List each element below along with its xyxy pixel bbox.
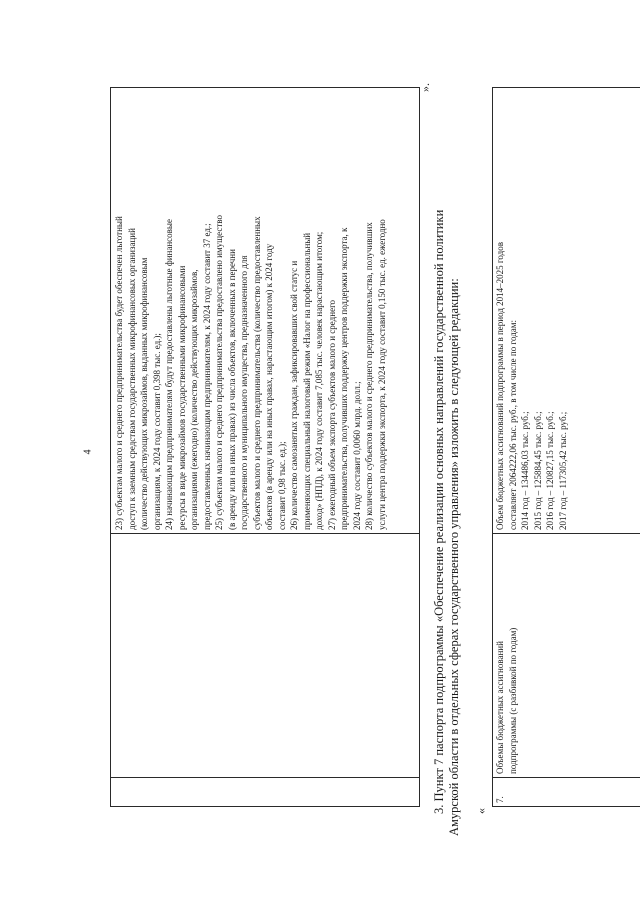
indicator-line: 23) субъектам малого и среднего предпринимательства будет обеспечен льготный [114,216,124,530]
page-number: 4 [82,449,94,455]
row-number: 7. [493,778,640,807]
indicator-line: субъектов малого и среднего предпринимательства (количество предоставленных [251,216,262,530]
row-value [493,88,640,534]
label-cell [111,534,420,778]
value-line: 2015 год – 125884,45 тыс. руб.; [532,411,543,530]
indicator-line: 27) ежегодный объем экспорта субъектов малого и среднего [326,299,337,530]
number-cell [111,778,420,807]
indicator-line: объектов (в аренду или на иных правах, нарастающим итогом) к 2024 году [264,243,274,530]
indicator-line: государственного и муниципального имущества, предназначенного для [239,255,249,530]
row-label [493,534,640,778]
opening-quote: « [474,808,488,814]
table-row [493,88,640,807]
indicator-line: 24) начинающим предпринимателям будут предоставлены льготные финансовые [164,219,174,530]
indicator-line: предоставленных начинающим предпринимателям, к 2024 году составит 37 ед.; [201,223,212,530]
label-line: подпрограммы (с разбивкой по годам) [507,627,518,774]
indicator-line: ресурсы в виде микрозаймов государственными микрофинансовыми [176,265,187,530]
value-line: 2014 год – 134486,03 тыс. руб.; [520,411,530,530]
indicator-line: 25) субъектам малого и среднего предпринимательства предоставлено имущество [214,215,224,530]
heading-line: Амурской области в отдельных сферах государственного управления» изложить в следующей редакции: [447,278,461,836]
indicator-line: 28) количество субъектов малого и среднего предпринимательства, получивших [364,222,374,530]
indicator-line: доход» (НПД), к 2024 году составит 7,085 тыс. человек нарастающим итогом; [314,231,324,530]
value-line: Объем бюджетных ассигнований подпрограммы в период 2014–2025 годов [495,242,505,530]
passport-table [492,87,640,807]
continuation-table [110,87,420,807]
indicator-line: организациями (ежегодно) (количество действующих микрозаймов, [189,269,199,530]
indicator-line: (в аренду или на иных правах) из числа объектов, включенных в перечни [226,249,237,530]
indicator-line: составит 0,98 тыс. ед.); [276,441,287,530]
value-line: 2016 год – 120827,15 тыс. руб.; [545,411,555,530]
indicator-line: (количество действующих микрозаймов, выданных микрофинансовым [139,257,149,530]
table-row [111,88,420,807]
label-line: Объемы бюджетных ассигнований [495,641,505,774]
indicator-line: применяющих специальный налоговый режим «Налог на профессиональный [301,232,312,530]
indicator-line: 26) количество самозанятых граждан, зафиксировавших свой статус и [289,260,299,530]
amendment-heading [432,56,462,836]
indicator-line: 2024 году составит 0,0060 млрд. долл.; [351,381,362,530]
value-line: составляет 2064222,06 тыс. руб., в том числе по годам: [507,320,518,530]
heading-line: 3. Пункт 7 паспорта подпрограммы «Обеспечение реализации основных направлений государственной политики [432,209,446,814]
indicators-cell [111,88,420,534]
closing-quote: ». [418,83,432,92]
indicator-line: услуги центра поддержки экспорта, к 2024 году составит 0,150 тыс. ед. ежегодно [376,219,387,530]
indicator-line: доступ к заемным средствам государственных микрофинансовых организаций [126,228,137,530]
indicator-line: организациям, к 2024 году составит 0,398 тыс. ед.); [151,333,162,530]
indicator-line: предпринимательства, получивших поддержку центров поддержки экспорта, к [339,227,349,530]
value-line: 2017 год – 117305,42 тыс. руб.; [557,411,568,530]
